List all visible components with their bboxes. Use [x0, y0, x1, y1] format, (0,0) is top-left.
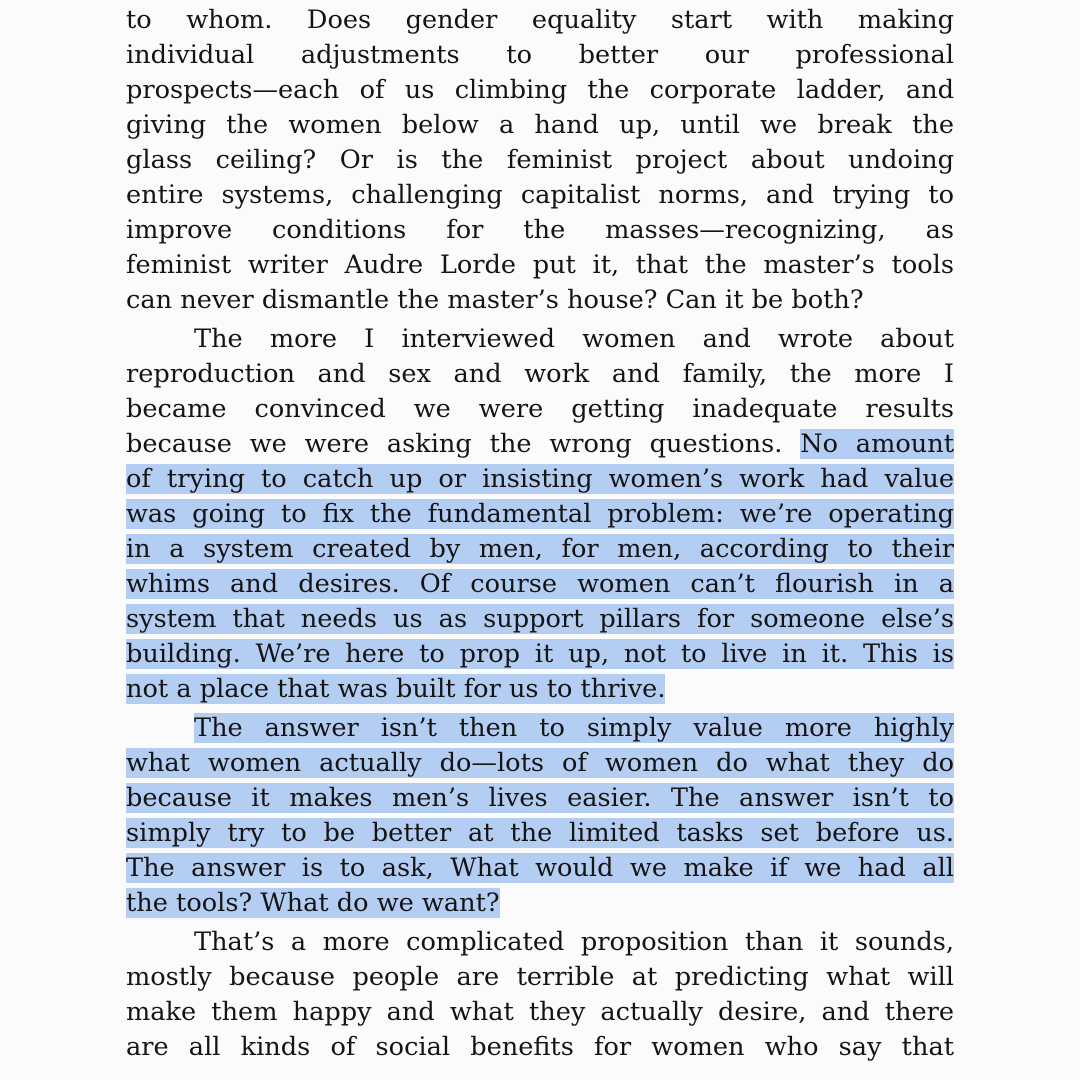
text-line: [126, 178, 954, 213]
text-line: [126, 392, 954, 427]
text-line: [126, 108, 954, 143]
body-text: That’s a more complicated proposition than it sounds,: [194, 927, 954, 957]
text-line: [126, 3, 954, 38]
body-text: improve conditions for the masses—recognizing, as: [126, 215, 954, 245]
body-text: are all kinds of social benefits for women who say that: [126, 1032, 954, 1062]
text-line: [126, 38, 954, 73]
text-line: [126, 248, 954, 283]
text-line: [126, 1030, 954, 1065]
highlighted-text[interactable]: whims and desires. Of course women can’t flourish in a: [126, 569, 954, 599]
highlighted-text[interactable]: in a system created by men, for men, according to their: [126, 534, 954, 564]
highlighted-text[interactable]: was going to fix the fundamental problem: we’re operating: [126, 499, 954, 529]
text-line: [126, 143, 954, 178]
body-text: feminist writer Audre Lorde put it, that the master’s tools: [126, 250, 954, 280]
highlighted-text[interactable]: The answer isn’t then to simply value more highly: [194, 713, 954, 743]
highlighted-text[interactable]: The answer is to ask, What would we make if we had all: [126, 853, 954, 883]
highlighted-text[interactable]: because it makes men’s lives easier. The answer isn’t to: [126, 783, 954, 813]
text-line: [126, 995, 954, 1030]
body-text: giving the women below a hand up, until we break the: [126, 110, 954, 140]
text-line: [126, 73, 954, 108]
highlighted-text[interactable]: the tools? What do we want?: [126, 888, 500, 918]
body-text: prospects—each of us climbing the corporate ladder, and: [126, 75, 954, 105]
highlighted-text[interactable]: system that needs us as support pillars for someone else’s: [126, 604, 954, 634]
body-text: to whom. Does gender equality start with making: [126, 5, 954, 35]
text-line: [126, 357, 954, 392]
body-text: glass ceiling? Or is the feminist project about undoing: [126, 145, 954, 175]
body-text: individual adjustments to better our professional: [126, 40, 954, 70]
text-line: [126, 746, 954, 781]
highlighted-text[interactable]: No amount: [800, 429, 954, 459]
highlighted-text[interactable]: building. We’re here to prop it up, not to live in it. This is: [126, 639, 954, 669]
text-line: [126, 637, 954, 672]
text-line: [126, 925, 954, 960]
text-line: [126, 497, 954, 532]
text-line: [126, 322, 954, 357]
text-line: [126, 711, 954, 746]
text-line: [126, 532, 954, 567]
text-line: [126, 283, 954, 318]
text-line: [126, 602, 954, 637]
highlighted-text[interactable]: what women actually do—lots of women do what they do: [126, 748, 954, 778]
text-line: [126, 960, 954, 995]
text-line: [126, 427, 954, 462]
body-text: because we were asking the wrong questions.: [126, 429, 801, 459]
text-line: [126, 213, 954, 248]
body-text: can never dismantle the master’s house? Can it be both?: [126, 285, 864, 315]
text-line: [126, 886, 954, 921]
text-line: [126, 851, 954, 886]
body-text: entire systems, challenging capitalist norms, and trying to: [126, 180, 954, 210]
body-text: The more I interviewed women and wrote about: [194, 324, 954, 354]
highlighted-text[interactable]: simply try to be better at the limited tasks set before us.: [126, 818, 954, 848]
highlighted-text[interactable]: not a place that was built for us to thrive.: [126, 674, 666, 704]
body-text: make them happy and what they actually desire, and there: [126, 997, 954, 1027]
body-text: became convinced we were getting inadequate results: [126, 394, 954, 424]
body-text: mostly because people are terrible at predicting what will: [126, 962, 954, 992]
text-line: [126, 781, 954, 816]
text-line: [126, 816, 954, 851]
text-line: [126, 672, 954, 707]
text-line: [126, 462, 954, 497]
highlighted-text[interactable]: of trying to catch up or insisting women’s work had value: [126, 464, 954, 494]
body-text: reproduction and sex and work and family, the more I: [126, 359, 954, 389]
text-line: [126, 567, 954, 602]
